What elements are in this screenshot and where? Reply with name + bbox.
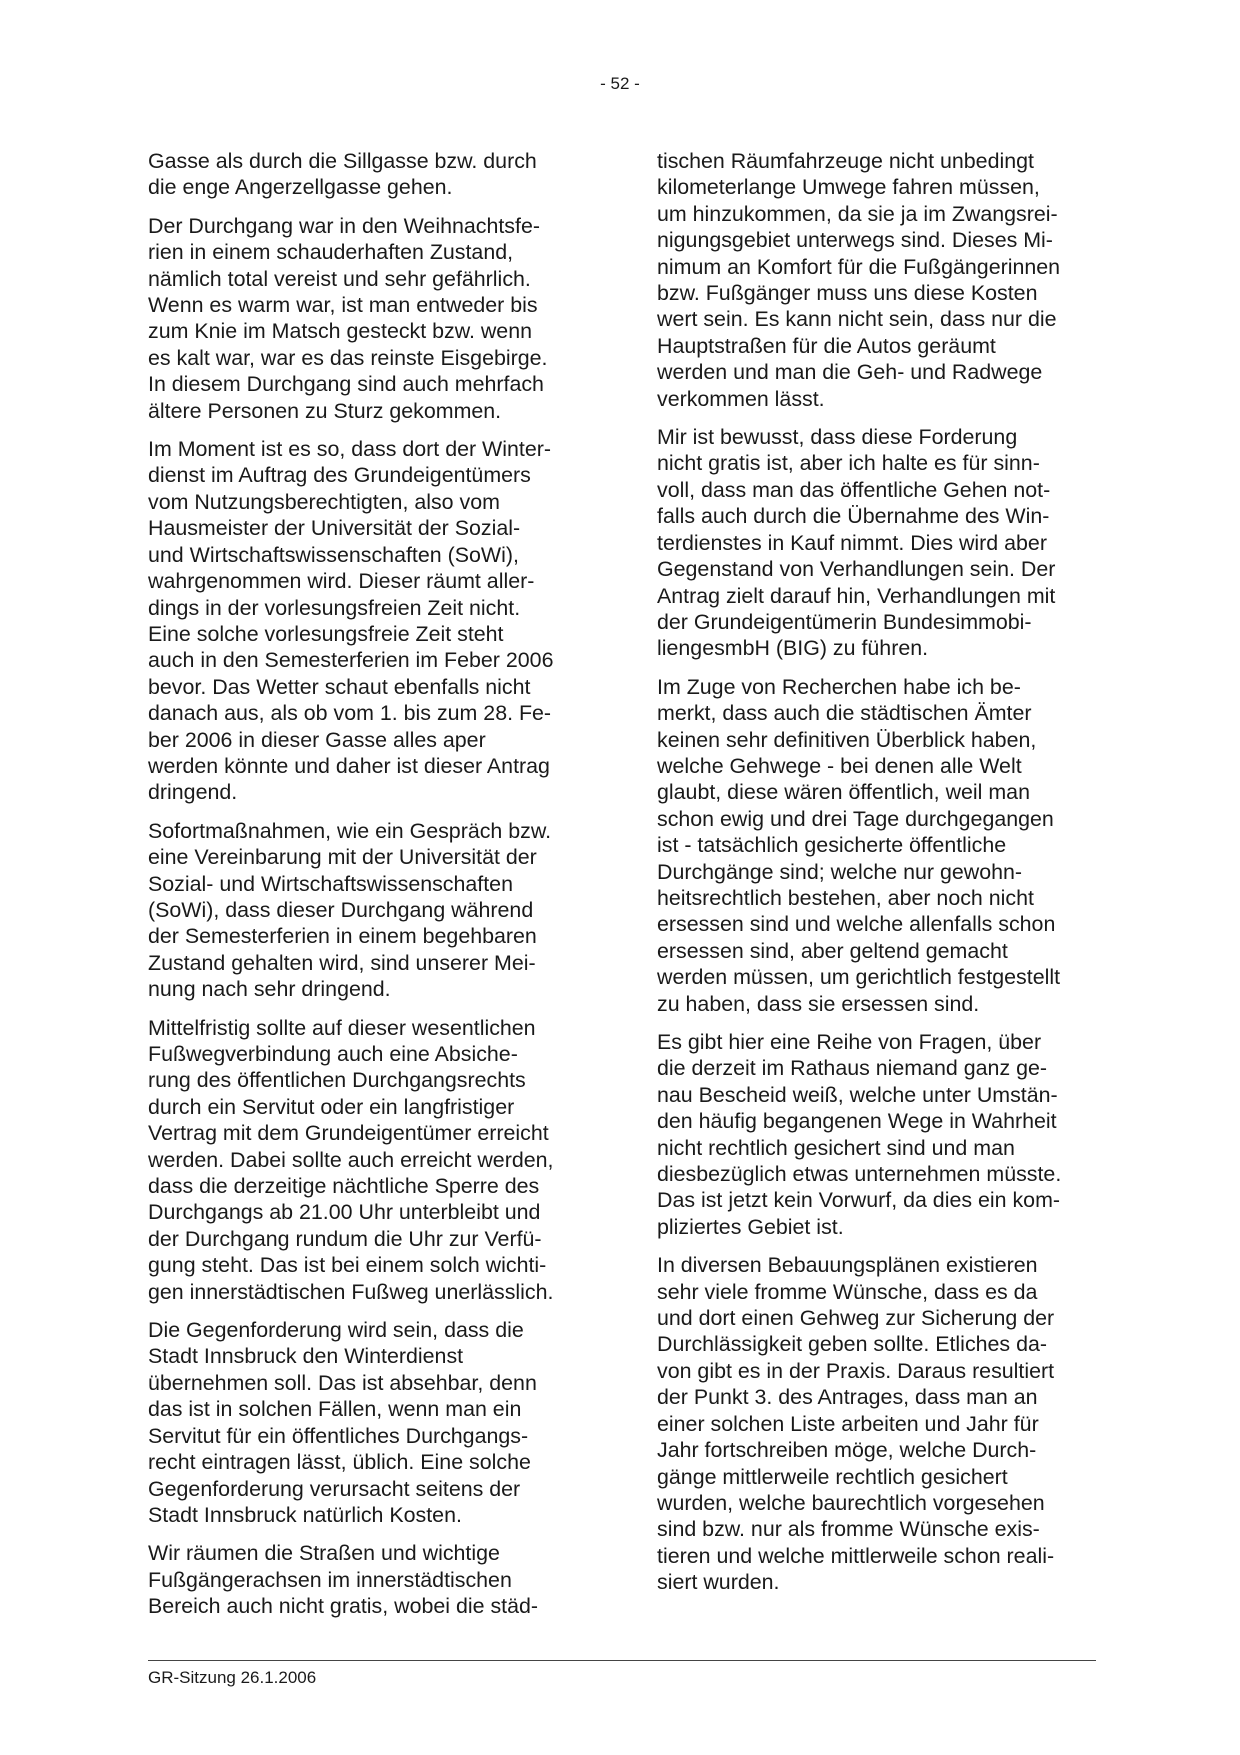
paragraph: tischen Räumfahrzeuge nicht unbedingt kilometerlange Umwege fahren müssen, um hinzukommen, da sie ja im Zwangsrei- nigungsgebiet unterwegs sind. Dieses Mi- nimum an Komfort für die Fußgängerinnen bzw. Fußgänger muss uns diese Kosten wert sein. Es kann nicht sein, dass nur die Hauptstraßen für die Autos geräumt werden und man die Geh- und Radwege verkommen lässt. (657, 149, 1061, 411)
left-column (148, 148, 593, 1632)
footer-divider (148, 1660, 1096, 1661)
paragraph: Es gibt hier eine Reihe von Fragen, über die derzeit im Rathaus niemand ganz ge- nau Bescheid weiß, welche unter Umstän- den häufig begangenen Wege in Wahrheit nicht rechtlich gesichert sind und man diesbezüglich etwas unternehmen müsste. Das ist jetzt kein Vorwurf, da dies ein kom- pliziertes Gebiet ist. (657, 1030, 1062, 1239)
page-number: - 52 - (600, 74, 640, 93)
paragraph: Im Moment ist es so, dass dort der Winter- dienst im Auftrag des Grundeigentümers vom Nutzungsberechtigten, also vom Hausmeister der Universität der Sozial- und Wirtschaftswissenschaften (SoWi), wahrgenommen wird. Dieser räumt aller- dings in der vorlesungsfreien Zeit nicht. Eine solche vorlesungsfreie Zeit steht auch in den Semesterferien im Feber 2006 bevor. Das Wetter schaut ebenfalls nicht danach aus, als ob vom 1. bis zum 28. Fe- ber 2006 in dieser Gasse alles aper werden könnte und daher ist dieser Antrag dringend. (148, 437, 554, 805)
right-column (657, 148, 1102, 1608)
paragraph: Sofortmaßnahmen, wie ein Gespräch bzw. eine Vereinbarung mit der Universität der Sozial- und Wirtschaftswissenschaften (SoWi), dass dieser Durchgang während der Semesterferien in einem begehbaren Zustand gehalten wird, sind unserer Mei- nung nach sehr dringend. (148, 818, 552, 1002)
footer-text: GR-Sitzung 26.1.2006 (148, 1668, 317, 1687)
paragraph: Wir räumen die Straßen und wichtige Fußgängerachsen im innerstädtischen Bereich auch nicht gratis, wobei die städ- (148, 1541, 538, 1619)
paragraph: Im Zuge von Recherchen habe ich be- merkt, dass auch die städtischen Ämter keinen sehr definitiven Überblick haben, welche Gehwege - bei denen alle Welt glaubt, diese wären öffentlich, weil man schon ewig und drei Tage durchgegangen ist - tatsächlich gesicherte öffentliche Durchgänge sind; welche nur gewohn- heitsrechtlich bestehen, aber noch nicht ersessen sind und welche allenfalls schon ersessen sind, aber geltend gemacht werden müssen, um gerichtlich festgestellt zu haben, dass sie ersessen sind. (657, 674, 1061, 1016)
paragraph: In diversen Bebauungsplänen existieren sehr viele fromme Wünsche, dass es da und dort einen Gehweg zur Sicherung der Durchlässigkeit geben sollte. Etliches da- von gibt es in der Praxis. Daraus resultiert der Punkt 3. des Antrages, dass man an einer solchen Liste arbeiten und Jahr für Jahr fortschreiben möge, welche Durch- gänge mittlerweile rechtlich gesichert wurden, welche baurechtlich vorgesehen sind bzw. nur als fromme Wünsche exis- tieren und welche mittlerweile schon reali- siert wurden. (657, 1253, 1055, 1595)
paragraph: Der Durchgang war in den Weihnachtsfe- rien in einem schauderhaften Zustand, nämlich total vereist und sehr gefährlich. Wenn es warm war, ist man entweder bis zum Knie im Matsch gesteckt bzw. wenn es kalt war, war es das reinste Eisgebirge. In diesem Durchgang sind auch mehrfach ältere Personen zu Sturz gekommen. (148, 213, 548, 423)
paragraph: Die Gegenforderung wird sein, dass die Stadt Innsbruck den Winterdienst übernehmen soll. Das ist absehbar, denn das ist in solchen Fällen, wenn man ein Servitut für ein öffentliches Durchgangs- recht eintragen lässt, üblich. Eine solche Gegenforderung verursacht seitens der Stadt Innsbruck natürlich Kosten. (148, 1318, 537, 1527)
paragraph: Mittelfristig sollte auf dieser wesentlichen Fußwegverbindung auch eine Absiche- rung des öffentlichen Durchgangsrechts durch ein Servitut oder ein langfristiger Vertrag mit dem Grundeigentümer erreicht werden. Dabei sollte auch erreicht werden, dass die derzeitige nächtliche Sperre des Durchgangs ab 21.00 Uhr unterbleibt und der Durchgang rundum die Uhr zur Verfü- gung steht. Das ist bei einem solch wichti- gen innerstädtischen Fußweg unerlässlich. (148, 1015, 554, 1304)
paragraph: Mir ist bewusst, dass diese Forderung nicht gratis ist, aber ich halte es für sinn- voll, dass man das öffentliche Gehen not- falls auch durch die Übernahme des Win- terdienstes in Kauf nimmt. Dies wird aber Gegenstand von Verhandlungen sein. Der Antrag zielt darauf hin, Verhandlungen mit der Grundeigentümerin Bundesimmobi- liengesmbH (BIG) zu führen. (657, 425, 1056, 661)
paragraph: Gasse als durch die Sillgasse bzw. durch die enge Angerzellgasse gehen. (148, 149, 537, 200)
